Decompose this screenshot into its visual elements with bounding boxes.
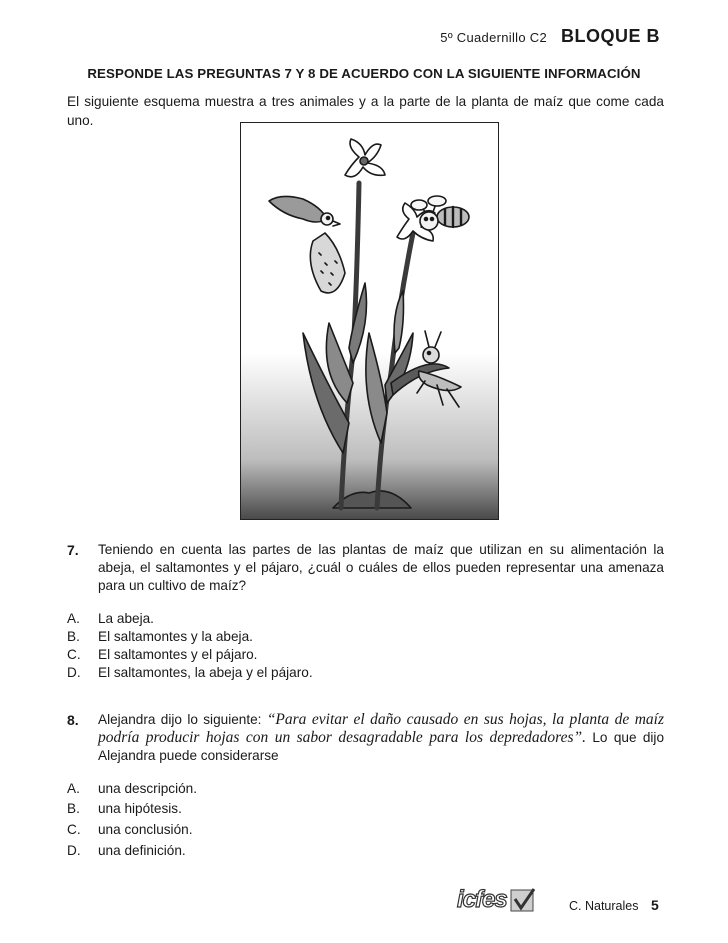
- q8-option-b-letter: B.: [67, 801, 80, 816]
- q7-option-d-letter: D.: [67, 665, 81, 680]
- question-8-quote: “Para evitar el daño causado en sus hojas, la planta de maíz podría producir hojas con un sabor desagradable para los depredadores”.: [98, 711, 664, 746]
- q7-option-a-text: La abeja.: [98, 611, 154, 626]
- instruction-heading: RESPONDE LAS PREGUNTAS 7 Y 8 DE ACUERDO CON LA SIGUIENTE INFORMACIÓN: [87, 66, 641, 81]
- q7-option-a-letter: A.: [67, 611, 80, 626]
- q8-option-c[interactable]: [67, 821, 192, 839]
- intro-text: El siguiente esquema muestra a tres animales y a la parte de la planta de maíz que come cada uno.: [67, 94, 664, 128]
- question-8-number: 8.: [67, 712, 79, 728]
- q7-option-d[interactable]: [67, 664, 313, 682]
- icfes-logo: [457, 886, 536, 914]
- question-8-lead: Alejandra dijo lo siguiente:: [98, 712, 267, 727]
- page-header: [440, 26, 660, 47]
- q7-option-c[interactable]: [67, 646, 257, 664]
- checkmark-icon: [510, 887, 536, 913]
- question-7-number: 7.: [67, 542, 79, 558]
- q7-option-a[interactable]: [67, 610, 154, 628]
- q8-option-b[interactable]: [67, 800, 182, 818]
- q8-option-d-text: una definición.: [98, 843, 186, 858]
- question-8-text: [98, 711, 664, 765]
- q8-option-d-letter: D.: [67, 843, 81, 858]
- page-number: 5: [651, 897, 659, 913]
- question-7: [67, 541, 664, 595]
- q8-option-a[interactable]: [67, 780, 197, 798]
- q7-option-c-text: El saltamontes y el pájaro.: [98, 647, 258, 662]
- corn-plant-illustration: [240, 122, 499, 520]
- q7-option-b[interactable]: [67, 628, 253, 646]
- q8-option-a-letter: A.: [67, 781, 80, 796]
- q7-option-d-text: El saltamontes, la abeja y el pájaro.: [98, 665, 313, 680]
- subject-label: C. Naturales: [569, 899, 639, 913]
- q7-option-c-letter: C.: [67, 647, 81, 662]
- q8-option-c-letter: C.: [67, 822, 81, 837]
- q8-option-b-text: una hipótesis.: [98, 801, 182, 816]
- cuadernillo-label: 5º Cuadernillo C2: [440, 30, 547, 45]
- icfes-logo-text: icfes: [457, 886, 507, 913]
- q8-option-d[interactable]: [67, 842, 186, 860]
- question-8: [67, 711, 664, 765]
- bloque-label: BLOQUE B: [560, 26, 660, 46]
- q7-option-b-text: El saltamontes y la abeja.: [98, 629, 253, 644]
- q7-option-b-letter: B.: [67, 629, 80, 644]
- q8-option-a-text: una descripción.: [98, 781, 197, 796]
- q8-option-c-text: una conclusión.: [98, 822, 193, 837]
- question-7-text: Teniendo en cuenta las partes de las plantas de maíz que utilizan en su alimentación la abeja, el saltamontes y el pájaro, ¿cuál o cuáles de ellos pueden representar una amenaza para un cultivo de maíz?: [98, 542, 664, 593]
- corn-plant-drawing: [241, 123, 498, 519]
- question-8-tail: Lo que dijo Alejandra puede considerarse: [98, 730, 664, 763]
